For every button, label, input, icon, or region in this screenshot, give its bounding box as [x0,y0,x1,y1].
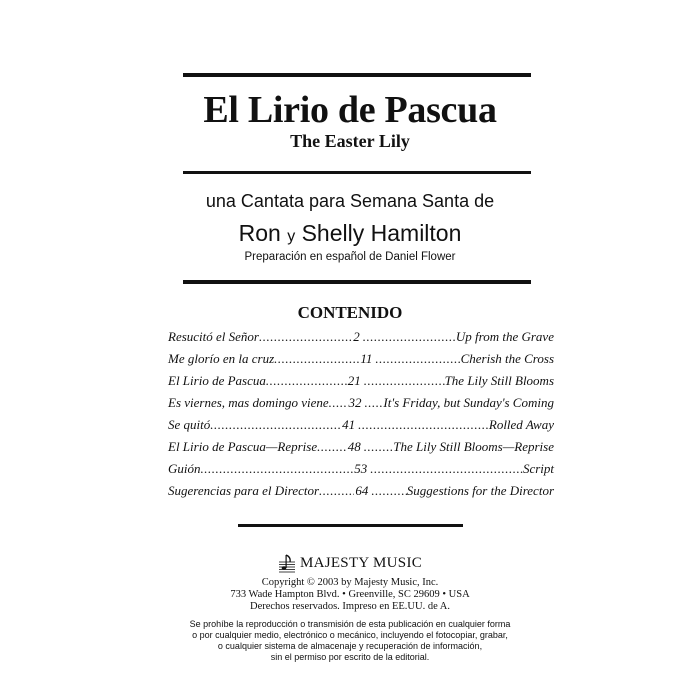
author-line [0,220,700,247]
toc-row [168,436,554,458]
lower-middle-rule [183,280,531,284]
publisher-address: 733 Wade Hampton Blvd. • Greenville, SC 29609 • USA [230,589,470,600]
toc-spanish-title: Sugerencias para el Director [168,483,320,498]
toc-page-number: 11 [360,351,373,366]
toc-leader [329,392,348,414]
cantata-title: El Lirio de Pascua [203,89,497,131]
legal-notice-line: Se prohíbe la reproducción o transmisión de esta publicación en cualquier forma [189,619,511,629]
toc-english-title: Script [522,461,554,476]
toc-leader [201,458,354,480]
bottom-rule [238,524,463,527]
toc-leader [363,326,456,348]
legal-notice-line: o cualquier sistema de almacenaje y recuperación de información, [217,641,483,651]
toc-page-number: 32 [348,395,362,410]
toc-page-number: 48 [347,439,361,454]
toc-spanish-title: El Lirio de Pascua—Reprise [168,439,318,454]
toc-english-title: It's Friday, but Sunday's Coming [383,395,554,410]
author-rest: Shelly Hamilton [301,220,462,246]
toc-spanish-title: Me glorío en la cruz [168,351,275,366]
toc-page-number: 53 [354,461,368,476]
toc-spanish-title: El Lirio de Pascua [168,373,266,388]
toc-leader [317,436,347,458]
toc-page-number: 64 [355,483,369,498]
toc-spanish-title: Resucitó el Señor [168,329,259,344]
toc-leader [259,326,352,348]
toc-spanish-title: Guión [168,461,201,476]
publisher-header [0,553,700,573]
toc-leader [365,392,384,414]
toc-row [168,458,554,480]
contents-heading: CONTENIDO [297,303,403,322]
table-of-contents [168,326,554,502]
music-staff-logo-icon [278,553,296,573]
toc-row [168,480,554,502]
toc-spanish-title: Es viernes, mas domingo viene [168,395,329,410]
author-first: Ron [238,220,281,246]
toc-leader [364,370,445,392]
toc-leader [375,348,460,370]
toc-spanish-title: Se quitó [168,417,211,432]
rights-line: Derechos reservados. Impreso en EE.UU. de A. [249,601,451,612]
top-rule [183,73,531,77]
toc-row [168,370,554,392]
toc-leader [371,480,406,502]
toc-leader [274,348,359,370]
toc-page-number: 41 [342,417,356,432]
toc-english-title: Cherish the Cross [460,351,554,366]
author-conjunction: y [287,228,296,245]
toc-english-title: The Lily Still Blooms [444,373,554,388]
legal-notice-line: sin el permiso por escrito de la editorial. [270,652,430,662]
toc-row [168,414,554,436]
copyright-line: Copyright © 2003 by Majesty Music, Inc. [261,577,439,588]
toc-page-number: 2 [353,329,360,344]
translation-credit: Preparación en español de Daniel Flower [244,251,456,263]
cantata-subtitle: The Easter Lily [290,131,410,151]
toc-row [168,326,554,348]
toc-page-number: 21 [347,373,361,388]
toc-leader [364,436,394,458]
cantata-description: una Cantata para Semana Santa de [205,191,495,211]
upper-middle-rule [183,171,531,174]
toc-english-title: The Lily Still Blooms—Reprise [393,439,554,454]
toc-row [168,392,554,414]
toc-english-title: Suggestions for the Director [406,483,554,498]
legal-notice-line: o por cualquier medio, electrónico o mecánico, incluyendo el fotocopiar, grabar, [192,630,508,640]
toc-english-title: Up from the Grave [455,329,554,344]
toc-leader [319,480,354,502]
toc-english-title: Rolled Away [488,417,554,432]
toc-row [168,348,554,370]
toc-leader [266,370,347,392]
publisher-name: MAJESTY MUSIC [299,554,423,571]
toc-leader [358,414,489,436]
toc-leader [210,414,341,436]
toc-leader [370,458,523,480]
